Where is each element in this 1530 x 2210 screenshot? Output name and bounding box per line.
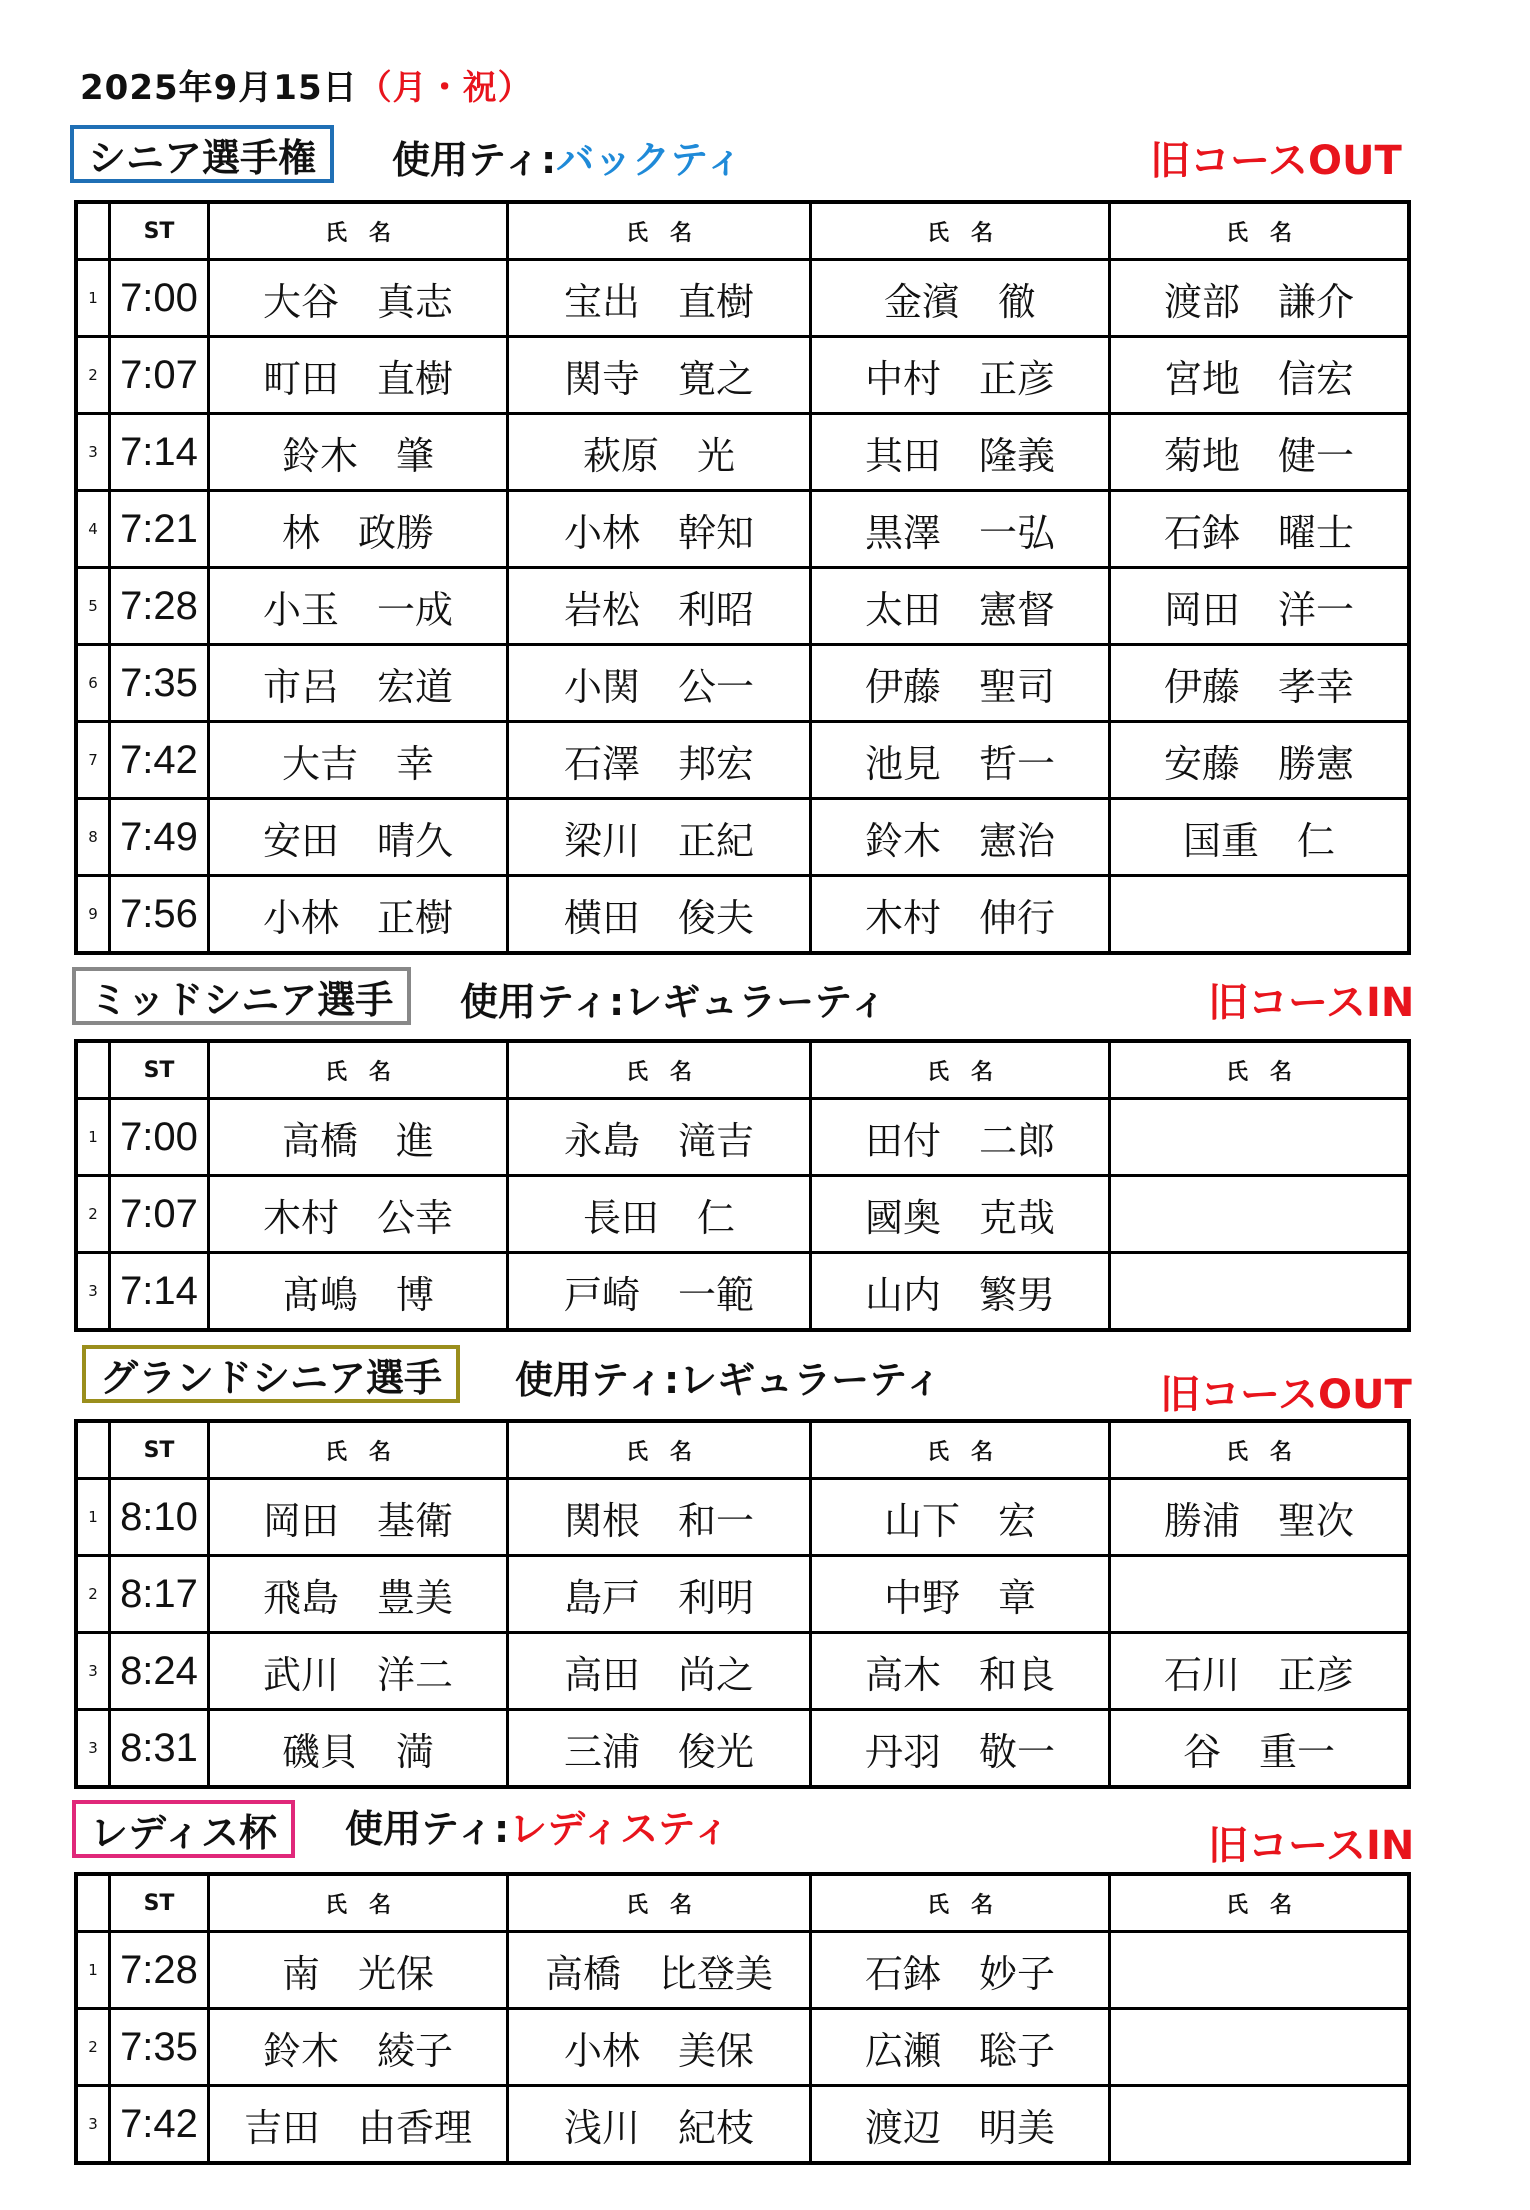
player-name: 髙嶋 博 bbox=[209, 1253, 508, 1331]
player-name bbox=[1110, 1176, 1410, 1253]
section-header bbox=[0, 1345, 1530, 1418]
tee-info bbox=[515, 1349, 942, 1404]
section-grand-senior bbox=[0, 1345, 1530, 1774]
table-row bbox=[76, 1633, 1409, 1710]
section-title-badge: グランドシニア選手 bbox=[82, 1345, 460, 1403]
player-name: 小関 公一 bbox=[508, 645, 811, 722]
player-name: 大谷 真志 bbox=[209, 260, 508, 337]
player-name: 伊藤 聖司 bbox=[811, 645, 1110, 722]
header-index-cell bbox=[76, 202, 110, 260]
tee-time-table bbox=[74, 200, 1411, 955]
header-index-cell bbox=[76, 1041, 110, 1099]
tee-label: 使用ティ: bbox=[345, 1807, 510, 1851]
table-header-row bbox=[76, 202, 1409, 260]
table-row bbox=[76, 414, 1409, 491]
header-name: 氏 名 bbox=[209, 1041, 508, 1099]
row-number: 9 bbox=[76, 876, 110, 954]
player-name: 町田 直樹 bbox=[209, 337, 508, 414]
player-name: 高木 和良 bbox=[811, 1633, 1110, 1710]
table-row bbox=[76, 799, 1409, 876]
player-name: 岡田 洋一 bbox=[1110, 568, 1410, 645]
row-number: 1 bbox=[76, 1099, 110, 1176]
player-name: 金濱 徹 bbox=[811, 260, 1110, 337]
player-name bbox=[1110, 876, 1410, 954]
player-name bbox=[1110, 1099, 1410, 1176]
tee-info bbox=[392, 129, 743, 184]
player-name: 長田 仁 bbox=[508, 1176, 811, 1253]
tee-value: レディスティ bbox=[509, 1807, 731, 1851]
table-row bbox=[76, 260, 1409, 337]
player-name: 中野 章 bbox=[811, 1556, 1110, 1633]
header-name: 氏 名 bbox=[209, 1874, 508, 1932]
row-number: 4 bbox=[76, 491, 110, 568]
section-mid-senior bbox=[0, 967, 1530, 1317]
start-time: 7:28 bbox=[110, 568, 209, 645]
player-name bbox=[1110, 1556, 1410, 1633]
header-st: ST bbox=[110, 1041, 209, 1099]
player-name: 石鉢 曜士 bbox=[1110, 491, 1410, 568]
section-title-badge: ミッドシニア選手 bbox=[72, 967, 411, 1025]
player-name: 岡田 基衛 bbox=[209, 1479, 508, 1556]
player-name: 伊藤 孝幸 bbox=[1110, 645, 1410, 722]
player-name: 小林 正樹 bbox=[209, 876, 508, 954]
player-name: 石川 正彦 bbox=[1110, 1633, 1410, 1710]
header-name: 氏 名 bbox=[811, 1874, 1110, 1932]
start-time: 8:10 bbox=[110, 1479, 209, 1556]
header-name: 氏 名 bbox=[811, 1421, 1110, 1479]
row-number: 8 bbox=[76, 799, 110, 876]
tee-time-table bbox=[74, 1872, 1411, 2165]
player-name: 戸崎 一範 bbox=[508, 1253, 811, 1331]
player-name bbox=[1110, 2009, 1410, 2086]
player-name: 木村 伸行 bbox=[811, 876, 1110, 954]
date-title bbox=[80, 60, 533, 109]
section-senior bbox=[0, 125, 1530, 940]
player-name: 鈴木 肇 bbox=[209, 414, 508, 491]
row-number: 2 bbox=[76, 2009, 110, 2086]
tee-label: 使用ティ: bbox=[515, 1358, 680, 1402]
player-name: 横田 俊夫 bbox=[508, 876, 811, 954]
header-name: 氏 名 bbox=[508, 1874, 811, 1932]
row-number: 5 bbox=[76, 568, 110, 645]
row-number: 1 bbox=[76, 260, 110, 337]
table-header-row bbox=[76, 1421, 1409, 1479]
table-row bbox=[76, 2009, 1409, 2086]
holiday-text: （月・祝） bbox=[357, 68, 533, 108]
player-name: 梁川 正紀 bbox=[508, 799, 811, 876]
tee-label: 使用ティ: bbox=[460, 980, 625, 1024]
start-time: 7:14 bbox=[110, 414, 209, 491]
header-index-cell bbox=[76, 1874, 110, 1932]
player-name: 太田 憲督 bbox=[811, 568, 1110, 645]
player-name: 池見 哲一 bbox=[811, 722, 1110, 799]
row-number: 1 bbox=[76, 1932, 110, 2009]
section-ladies bbox=[0, 1800, 1530, 2150]
row-number: 3 bbox=[76, 414, 110, 491]
player-name: 高橋 比登美 bbox=[508, 1932, 811, 2009]
row-number: 1 bbox=[76, 1479, 110, 1556]
start-time: 7:07 bbox=[110, 1176, 209, 1253]
header-index-cell bbox=[76, 1421, 110, 1479]
header-st: ST bbox=[110, 1874, 209, 1932]
player-name: 大吉 幸 bbox=[209, 722, 508, 799]
header-name: 氏 名 bbox=[811, 1041, 1110, 1099]
table-row bbox=[76, 568, 1409, 645]
table-row bbox=[76, 1479, 1409, 1556]
player-name: 高橋 進 bbox=[209, 1099, 508, 1176]
tee-time-table bbox=[74, 1039, 1411, 1332]
header-name: 氏 名 bbox=[209, 1421, 508, 1479]
player-name: 黒澤 一弘 bbox=[811, 491, 1110, 568]
player-name: 国重 仁 bbox=[1110, 799, 1410, 876]
row-number: 2 bbox=[76, 1556, 110, 1633]
course-label: 旧コースOUT bbox=[1150, 138, 1402, 184]
row-number: 2 bbox=[76, 1176, 110, 1253]
start-time: 7:21 bbox=[110, 491, 209, 568]
player-name: 渡辺 明美 bbox=[811, 2086, 1110, 2164]
start-time: 7:49 bbox=[110, 799, 209, 876]
header-name: 氏 名 bbox=[508, 202, 811, 260]
player-name: 木村 公幸 bbox=[209, 1176, 508, 1253]
player-name: 石鉢 妙子 bbox=[811, 1932, 1110, 2009]
section-title-badge: レディス杯 bbox=[72, 1800, 295, 1858]
player-name: 小玉 一成 bbox=[209, 568, 508, 645]
header-name: 氏 名 bbox=[1110, 1041, 1410, 1099]
header-name: 氏 名 bbox=[209, 202, 508, 260]
player-name: 谷 重一 bbox=[1110, 1710, 1410, 1788]
table-row bbox=[76, 1556, 1409, 1633]
tee-value: レギュラーティ bbox=[624, 980, 888, 1024]
player-name: 島戸 利明 bbox=[508, 1556, 811, 1633]
player-name: 安藤 勝憲 bbox=[1110, 722, 1410, 799]
player-name: 飛島 豊美 bbox=[209, 1556, 508, 1633]
table-row bbox=[76, 1932, 1409, 2009]
header-name: 氏 名 bbox=[508, 1421, 811, 1479]
table-row bbox=[76, 1176, 1409, 1253]
table-row bbox=[76, 2086, 1409, 2164]
player-name bbox=[1110, 1253, 1410, 1331]
player-name: 國奥 克哉 bbox=[811, 1176, 1110, 1253]
tee-info bbox=[345, 1798, 730, 1853]
player-name: 広瀬 聡子 bbox=[811, 2009, 1110, 2086]
table-row bbox=[76, 1253, 1409, 1331]
player-name: 小林 幹知 bbox=[508, 491, 811, 568]
player-name: 関根 和一 bbox=[508, 1479, 811, 1556]
header-name: 氏 名 bbox=[1110, 202, 1410, 260]
player-name: 菊地 健一 bbox=[1110, 414, 1410, 491]
header-name: 氏 名 bbox=[811, 202, 1110, 260]
course-label: 旧コースIN bbox=[1208, 980, 1415, 1026]
start-time: 7:35 bbox=[110, 645, 209, 722]
header-st: ST bbox=[110, 202, 209, 260]
player-name: 市呂 宏道 bbox=[209, 645, 508, 722]
player-name: 山下 宏 bbox=[811, 1479, 1110, 1556]
section-title-badge: シニア選手権 bbox=[70, 125, 334, 183]
table-row bbox=[76, 491, 1409, 568]
start-time: 7:07 bbox=[110, 337, 209, 414]
player-name: 田付 二郎 bbox=[811, 1099, 1110, 1176]
player-name: 高田 尚之 bbox=[508, 1633, 811, 1710]
table-header-row bbox=[76, 1874, 1409, 1932]
start-time: 7:28 bbox=[110, 1932, 209, 2009]
player-name: 中村 正彦 bbox=[811, 337, 1110, 414]
player-name: 吉田 由香理 bbox=[209, 2086, 508, 2164]
table-header-row bbox=[76, 1041, 1409, 1099]
tee-value: レギュラーティ bbox=[679, 1358, 943, 1402]
tee-info bbox=[460, 971, 887, 1026]
tee-value: バックティ bbox=[556, 138, 744, 182]
player-name: 宝出 直樹 bbox=[508, 260, 811, 337]
start-time: 8:24 bbox=[110, 1633, 209, 1710]
row-number: 6 bbox=[76, 645, 110, 722]
player-name bbox=[1110, 2086, 1410, 2164]
player-name: 鈴木 憲治 bbox=[811, 799, 1110, 876]
row-number: 3 bbox=[76, 1633, 110, 1710]
start-time: 7:42 bbox=[110, 722, 209, 799]
header-name: 氏 名 bbox=[508, 1041, 811, 1099]
player-name: 武川 洋二 bbox=[209, 1633, 508, 1710]
player-name: 岩松 利昭 bbox=[508, 568, 811, 645]
table-row bbox=[76, 645, 1409, 722]
row-number: 3 bbox=[76, 2086, 110, 2164]
player-name bbox=[1110, 1932, 1410, 2009]
player-name: 山内 繁男 bbox=[811, 1253, 1110, 1331]
player-name: 関寺 寛之 bbox=[508, 337, 811, 414]
player-name: 丹羽 敬一 bbox=[811, 1710, 1110, 1788]
player-name: 鈴木 綾子 bbox=[209, 2009, 508, 2086]
tee-time-table bbox=[74, 1419, 1411, 1789]
start-time: 7:00 bbox=[110, 260, 209, 337]
date-text: 2025年9月15日 bbox=[80, 68, 358, 108]
start-time: 7:42 bbox=[110, 2086, 209, 2164]
start-time: 7:35 bbox=[110, 2009, 209, 2086]
header-name: 氏 名 bbox=[1110, 1421, 1410, 1479]
player-name: 三浦 俊光 bbox=[508, 1710, 811, 1788]
start-time: 7:14 bbox=[110, 1253, 209, 1331]
player-name: 勝浦 聖次 bbox=[1110, 1479, 1410, 1556]
start-time: 7:56 bbox=[110, 876, 209, 954]
table-row bbox=[76, 1710, 1409, 1788]
row-number: 2 bbox=[76, 337, 110, 414]
player-name: 小林 美保 bbox=[508, 2009, 811, 2086]
header-st: ST bbox=[110, 1421, 209, 1479]
table-row bbox=[76, 876, 1409, 954]
player-name: 安田 晴久 bbox=[209, 799, 508, 876]
tee-label: 使用ティ: bbox=[392, 138, 557, 182]
section-header bbox=[0, 125, 1530, 195]
course-label: 旧コースIN bbox=[1208, 1823, 1415, 1869]
start-time: 7:00 bbox=[110, 1099, 209, 1176]
player-name: 林 政勝 bbox=[209, 491, 508, 568]
start-time: 8:17 bbox=[110, 1556, 209, 1633]
table-row bbox=[76, 337, 1409, 414]
player-name: 磯貝 満 bbox=[209, 1710, 508, 1788]
header-name: 氏 名 bbox=[1110, 1874, 1410, 1932]
start-time: 8:31 bbox=[110, 1710, 209, 1788]
section-header bbox=[0, 967, 1530, 1037]
course-label: 旧コースOUT bbox=[1160, 1372, 1412, 1418]
player-name: 浅川 紀枝 bbox=[508, 2086, 811, 2164]
section-header bbox=[0, 1800, 1530, 1870]
player-name: 萩原 光 bbox=[508, 414, 811, 491]
row-number: 7 bbox=[76, 722, 110, 799]
table-row bbox=[76, 722, 1409, 799]
row-number: 3 bbox=[76, 1253, 110, 1331]
player-name: 其田 隆義 bbox=[811, 414, 1110, 491]
table-row bbox=[76, 1099, 1409, 1176]
player-name: 石澤 邦宏 bbox=[508, 722, 811, 799]
player-name: 南 光保 bbox=[209, 1932, 508, 2009]
row-number: 3 bbox=[76, 1710, 110, 1788]
player-name: 宮地 信宏 bbox=[1110, 337, 1410, 414]
player-name: 永島 滝吉 bbox=[508, 1099, 811, 1176]
player-name: 渡部 謙介 bbox=[1110, 260, 1410, 337]
